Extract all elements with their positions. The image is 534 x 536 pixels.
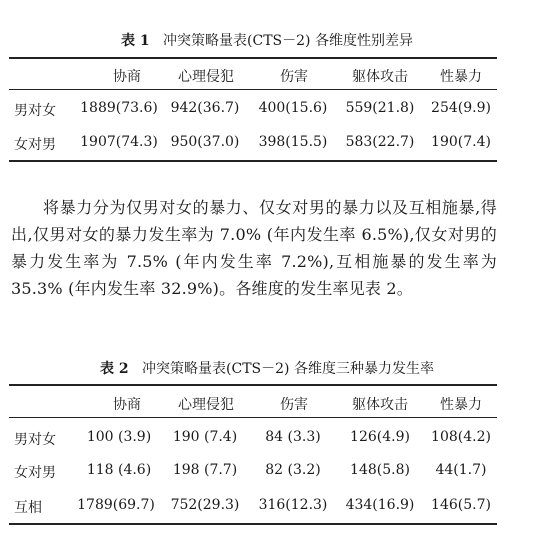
table2-label: 表 2 — [100, 361, 129, 377]
table1-caption — [0, 30, 534, 50]
table-cell: 400(15.6) — [258, 100, 328, 116]
body-paragraph — [11, 194, 497, 302]
table1-top-rule — [9, 57, 497, 59]
table-cell: 1907(74.3) — [80, 134, 158, 150]
table2-bottom-rule — [9, 523, 497, 525]
row-label: 女对男 — [14, 137, 56, 153]
table1-title: 冲突策略量表(CTS－2) 各维度性别差异 — [163, 33, 413, 49]
table1-header-cell: 协商 — [113, 69, 141, 85]
row-label: 互相 — [14, 500, 42, 516]
table2-header-rule — [9, 417, 497, 418]
table1-header-cell: 心理侵犯 — [178, 69, 234, 85]
table1-header-rule — [9, 89, 497, 90]
table2-caption — [0, 358, 534, 378]
table-cell: 44(1.7) — [435, 462, 487, 478]
table-cell: 198 (7.7) — [172, 462, 238, 478]
table1-label: 表 1 — [121, 33, 150, 49]
table-cell: 316(12.3) — [258, 497, 328, 513]
table-cell: 583(22.7) — [345, 134, 415, 150]
table1-header-cell: 躯体攻击 — [352, 69, 408, 85]
table2-header-cell: 协商 — [113, 397, 141, 413]
table-cell: 118 (4.6) — [86, 462, 152, 478]
table2-title: 冲突策略量表(CTS－2) 各维度三种暴力发生率 — [142, 361, 434, 377]
table-cell: 190(7.4) — [431, 134, 491, 150]
table-cell: 559(21.8) — [345, 100, 415, 116]
table2-header-cell: 性暴力 — [440, 397, 482, 413]
table-cell: 1789(69.7) — [77, 497, 155, 513]
table-cell: 398(15.5) — [258, 134, 328, 150]
row-label: 男对女 — [14, 103, 56, 119]
table-cell: 434(16.9) — [345, 497, 415, 513]
table-cell: 1889(73.6) — [80, 100, 158, 116]
row-label: 女对男 — [14, 465, 56, 481]
table1-header-cell: 性暴力 — [440, 69, 482, 85]
table-cell: 752(29.3) — [170, 497, 240, 513]
table-cell: 84 (3.3) — [265, 429, 321, 445]
table1-bottom-rule — [9, 160, 497, 162]
paragraph-text: 将暴力分为仅男对女的暴力、仅女对男的暴力以及互相施暴,得出,仅男对女的暴力发生率为 7.0% (年内发生率 6.5%),仅女对男的暴力发生率为 7.5% (年内发生率 7.2%),互相施暴的发生率为 35.3% (年内发生率 32.9%)。各维度的发生率见表 2。 — [11, 198, 497, 298]
table-cell: 146(5.7) — [431, 497, 491, 513]
table2-header-cell: 心理侵犯 — [178, 397, 234, 413]
table-cell: 942(36.7) — [170, 100, 240, 116]
table2-header-cell: 伤害 — [280, 397, 308, 413]
table1-header-cell: 伤害 — [280, 69, 308, 85]
table-cell: 148(5.8) — [350, 462, 410, 478]
table-cell: 126(4.9) — [350, 429, 410, 445]
table2-header-cell: 躯体攻击 — [352, 397, 408, 413]
table-cell: 82 (3.2) — [265, 462, 321, 478]
table2-top-rule — [9, 384, 497, 386]
table-cell: 108(4.2) — [431, 429, 491, 445]
table-cell: 950(37.0) — [170, 134, 240, 150]
row-label: 男对女 — [14, 432, 56, 448]
table-cell: 190 (7.4) — [172, 429, 238, 445]
table-cell: 100 (3.9) — [86, 429, 152, 445]
table-cell: 254(9.9) — [431, 100, 491, 116]
